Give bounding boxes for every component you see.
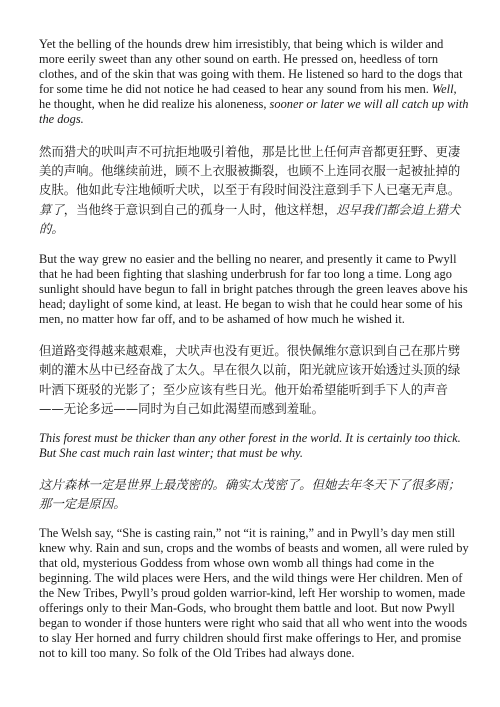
paragraph-english-4: The Welsh say, “She is casting rain,” not “it is raining,” and in Pwyll’s day men still knew why. Rain and sun, crops and the wombs of beasts and women, all were ruled by that old, mysterious Goddess from whose own womb all things had come in the beginning. The wild places were Hers, and the wild things were Her children. Men of the New Tribes, Pwyll’s proud golden warrior-kind, left Her worship to women, made offerings only to their Man-Gods, who brought them battle and loot. But now Pwyll began to wonder if those hunters were right who said that all who went into the woods to slay Her horned and furry children should first make offerings to Her, and promise not to kill too many. So folk of the Old Tribes had always done. xyxy=(39,525,469,661)
italic-thought: Well, xyxy=(431,82,457,97)
italic-thought: sooner or later we will all catch up with the dogs. xyxy=(39,97,469,127)
italic-thought: 算了 xyxy=(39,201,64,217)
paragraph-chinese-3: 这片森林一定是世界上最茂密的。确实太茂密了。但她去年冬天下了很多雨；那一定是原因。 xyxy=(39,476,461,512)
document-page xyxy=(39,37,471,677)
paragraph-english-3: This forest must be thicker than any other forest in the world. It is certainly too thick. But She cast much rain last winter; that must be why. xyxy=(39,430,461,460)
paragraph-chinese-1 xyxy=(39,142,471,239)
paragraph-text: 然而猎犬的吠叫声不可抗拒地吸引着他，那是比世上任何声音都更狂野、更凄美的声响。他继续前进，顾不上衣服被撕裂，也顾不上连同衣服一起被扯掉的皮肤。他如此专注地倾听犬吠，以至于有段时间没注意到手下人已毫无声息。 xyxy=(39,143,461,198)
paragraph-english-2: But the way grew no easier and the belling no nearer, and presently it came to Pwyll that he had been fighting that slashing underbrush for far too long a time. Long ago sunlight should have begun to fall in bright patches through the green leaves above his head; daylight of some kind, at least. He began to wish that he could hear some of his men, no matter how far off, and to be ashamed of how much he wished it. xyxy=(39,251,468,326)
paragraph-text: ，当他终于意识到自己的孤身一人时，他这样想， xyxy=(63,201,337,217)
paragraph-text: Yet the belling of the hounds drew him irresistibly, that being which is wilder and more eerily sweet than any other sound on earth. He pressed on, heedless of torn clothes, and of the skin that was going with them. He listened so hard to the dogs that for some time he did not notice he had ceased to hear any sound from his men. xyxy=(39,37,463,97)
paragraph-chinese-2: 但道路变得越来越艰难，犬吠声也没有更近。很快佩维尔意识到自己在那片劈刺的灌木丛中已经奋战了太久。早在很久以前，阳光就应该开始透过头顶的绿叶洒下斑驳的光影了；至少应该有些日光。他开始希望能听到手下人的声音——无论多远——同时为自己如此渴望而感到羞耻。 xyxy=(39,343,461,417)
italic-thought: 迟早我们都会追上猎犬的。 xyxy=(39,201,461,237)
paragraph-english-1 xyxy=(39,37,471,128)
paragraph-text: he thought, when he did realize his aloneness, xyxy=(39,97,270,112)
